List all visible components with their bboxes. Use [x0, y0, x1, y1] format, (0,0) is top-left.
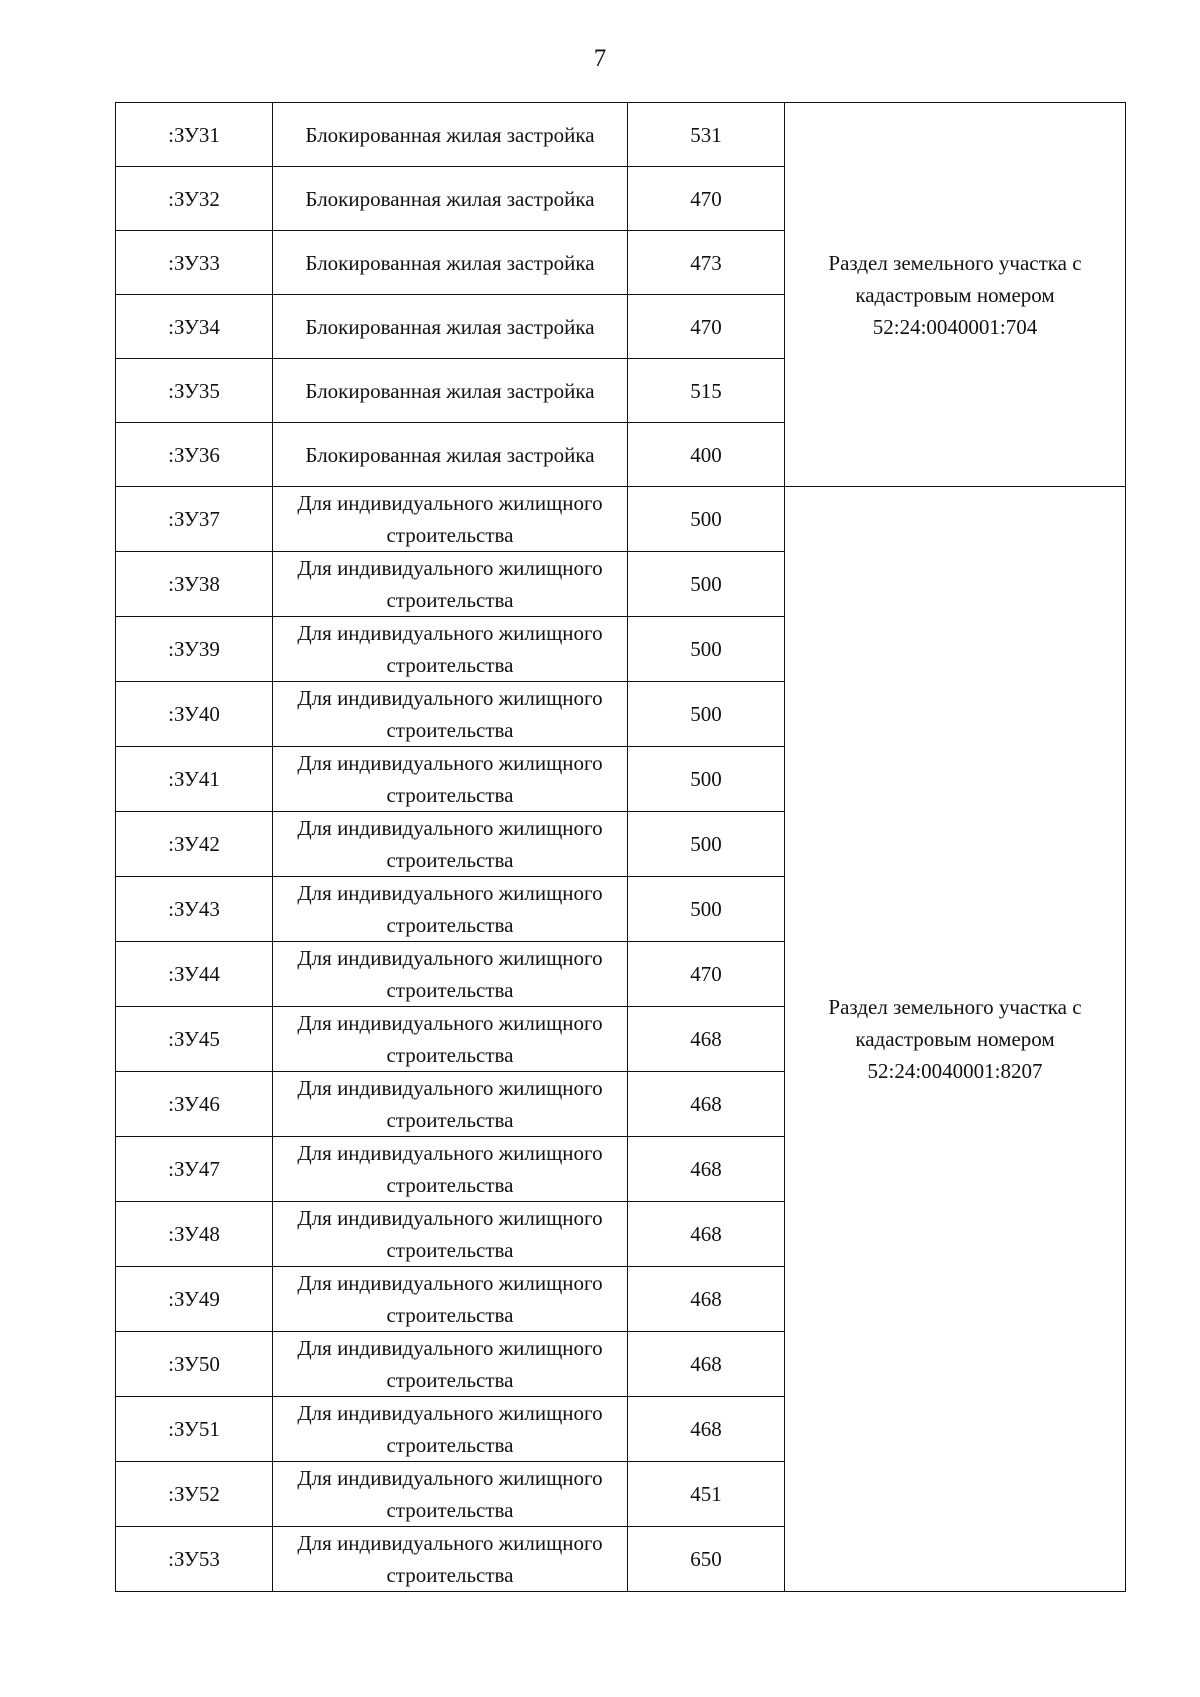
page-number: 7 — [593, 45, 607, 72]
origin-note-cell: Раздел земельного участка с кадастровым номером 52:24:0040001:8207 — [785, 487, 1126, 1592]
area-cell: 500 — [628, 747, 785, 812]
parcel-id-cell: :ЗУ43 — [116, 877, 273, 942]
permitted-use-cell: Блокированная жилая застройка — [273, 103, 628, 167]
parcel-id-cell: :ЗУ47 — [116, 1137, 273, 1202]
area-cell: 500 — [628, 487, 785, 552]
permitted-use-cell: Для индивидуального жилищного строительства — [273, 1267, 628, 1332]
parcel-id-cell: :ЗУ50 — [116, 1332, 273, 1397]
area-cell: 468 — [628, 1332, 785, 1397]
parcel-id-cell: :ЗУ44 — [116, 942, 273, 1007]
table-row — [116, 487, 1126, 552]
permitted-use-cell: Блокированная жилая застройка — [273, 231, 628, 295]
parcel-id-cell: :ЗУ32 — [116, 167, 273, 231]
parcel-id-cell: :ЗУ38 — [116, 552, 273, 617]
permitted-use-cell: Для индивидуального жилищного строительства — [273, 1007, 628, 1072]
parcel-id-cell: :ЗУ48 — [116, 1202, 273, 1267]
area-cell: 470 — [628, 295, 785, 359]
permitted-use-cell: Для индивидуального жилищного строительства — [273, 747, 628, 812]
permitted-use-cell: Для индивидуального жилищного строительства — [273, 552, 628, 617]
permitted-use-cell: Блокированная жилая застройка — [273, 359, 628, 423]
area-cell: 500 — [628, 552, 785, 617]
permitted-use-cell: Для индивидуального жилищного строительства — [273, 1137, 628, 1202]
area-cell: 531 — [628, 103, 785, 167]
permitted-use-cell: Для индивидуального жилищного строительства — [273, 1527, 628, 1592]
permitted-use-cell: Для индивидуального жилищного строительства — [273, 1202, 628, 1267]
area-cell: 451 — [628, 1462, 785, 1527]
area-cell: 468 — [628, 1397, 785, 1462]
area-cell: 470 — [628, 942, 785, 1007]
area-cell: 468 — [628, 1137, 785, 1202]
parcel-id-cell: :ЗУ37 — [116, 487, 273, 552]
table-row — [116, 103, 1126, 167]
permitted-use-cell: Для индивидуального жилищного строительства — [273, 942, 628, 1007]
parcel-id-cell: :ЗУ49 — [116, 1267, 273, 1332]
parcel-id-cell: :ЗУ41 — [116, 747, 273, 812]
area-cell: 500 — [628, 877, 785, 942]
origin-note-cell: Раздел земельного участка с кадастровым номером 52:24:0040001:704 — [785, 103, 1126, 487]
area-cell: 650 — [628, 1527, 785, 1592]
area-cell: 468 — [628, 1202, 785, 1267]
parcel-id-cell: :ЗУ46 — [116, 1072, 273, 1137]
parcel-id-cell: :ЗУ31 — [116, 103, 273, 167]
permitted-use-cell: Для индивидуального жилищного строительства — [273, 1397, 628, 1462]
area-cell: 468 — [628, 1267, 785, 1332]
area-cell: 500 — [628, 682, 785, 747]
parcels-table — [115, 102, 1126, 1592]
parcel-id-cell: :ЗУ35 — [116, 359, 273, 423]
permitted-use-cell: Для индивидуального жилищного строительства — [273, 682, 628, 747]
area-cell: 500 — [628, 812, 785, 877]
area-cell: 468 — [628, 1072, 785, 1137]
parcel-id-cell: :ЗУ42 — [116, 812, 273, 877]
parcel-id-cell: :ЗУ53 — [116, 1527, 273, 1592]
area-cell: 400 — [628, 423, 785, 487]
parcel-id-cell: :ЗУ51 — [116, 1397, 273, 1462]
permitted-use-cell: Для индивидуального жилищного строительства — [273, 812, 628, 877]
permitted-use-cell: Блокированная жилая застройка — [273, 423, 628, 487]
permitted-use-cell: Для индивидуального жилищного строительства — [273, 877, 628, 942]
parcel-id-cell: :ЗУ52 — [116, 1462, 273, 1527]
parcel-id-cell: :ЗУ34 — [116, 295, 273, 359]
area-cell: 515 — [628, 359, 785, 423]
area-cell: 473 — [628, 231, 785, 295]
area-cell: 470 — [628, 167, 785, 231]
permitted-use-cell: Для индивидуального жилищного строительства — [273, 1462, 628, 1527]
permitted-use-cell: Блокированная жилая застройка — [273, 167, 628, 231]
permitted-use-cell: Для индивидуального жилищного строительства — [273, 1332, 628, 1397]
parcel-id-cell: :ЗУ39 — [116, 617, 273, 682]
area-cell: 468 — [628, 1007, 785, 1072]
parcels-table-body — [116, 103, 1126, 1592]
parcel-id-cell: :ЗУ33 — [116, 231, 273, 295]
permitted-use-cell: Для индивидуального жилищного строительства — [273, 617, 628, 682]
permitted-use-cell: Для индивидуального жилищного строительства — [273, 1072, 628, 1137]
parcel-id-cell: :ЗУ45 — [116, 1007, 273, 1072]
permitted-use-cell: Для индивидуального жилищного строительства — [273, 487, 628, 552]
parcel-id-cell: :ЗУ36 — [116, 423, 273, 487]
parcel-id-cell: :ЗУ40 — [116, 682, 273, 747]
area-cell: 500 — [628, 617, 785, 682]
permitted-use-cell: Блокированная жилая застройка — [273, 295, 628, 359]
